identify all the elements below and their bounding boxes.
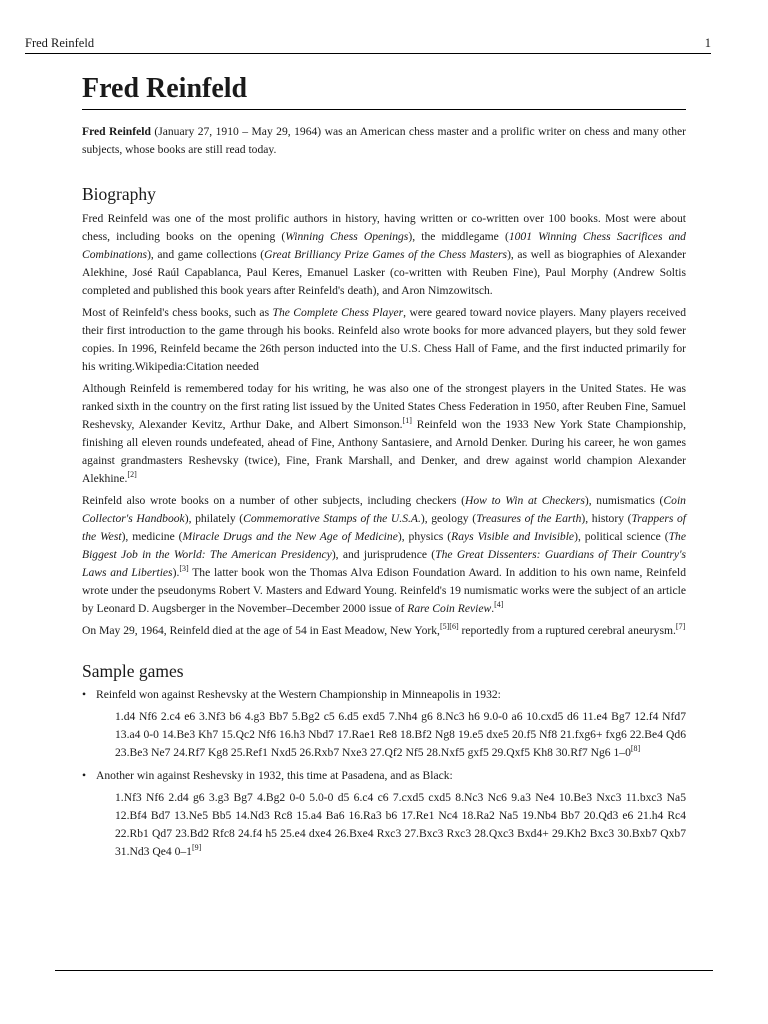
text: ), philately ( [184,512,244,525]
text: ), physics ( [397,530,452,543]
publication-title: Rare Coin Review [407,602,492,615]
citation-link[interactable]: [2] [127,470,137,479]
text: reportedly from a ruptured cerebral aneurysm. [458,624,676,637]
page-footer-rule [55,970,713,971]
citation-link[interactable]: [3] [179,564,189,573]
text: ), political science ( [574,530,669,543]
text: ), numismatics ( [584,494,664,507]
page-number: 1 [704,36,711,50]
text: . [491,602,495,615]
game-description: Reinfeld won against Reshevsky at the Western Championship in Minneapolis in 1932: [96,688,501,701]
biography-heading: Biography [82,184,156,204]
running-header [25,36,711,54]
biography-paragraph-3 [82,380,686,488]
text: ). [172,566,180,579]
text: ), history ( [581,512,632,525]
book-title: The Complete Chess Player [272,306,404,319]
lead-text: (January 27, 1910 – May 29, 1964) was an American chess master and a prolific writer on chess and many other subjects, whose books are still read today. [82,125,687,156]
book-title: Rays Visible and Invisible [451,530,575,543]
citation-link[interactable]: [9] [191,843,202,852]
book-title: The Great Dissenters: Guardians of Their Country's Laws and Liberties [82,548,686,579]
text: Although Reinfeld is remembered today for his writing, he was also one of the strongest players in the United States. He was ranked sixth in the country on the first rating list issued by the United States Chess Federation in 1950, after Reuben Fine, Samuel Reshevsky, Alexander Kevitz, Arthur Dake, and Albert Simonson. [82,382,686,431]
book-title: Coin Collector's Handbook [82,494,686,525]
book-title: Trappers of the West [82,512,687,543]
game-moves [115,789,686,861]
game-description: Another win against Reshevsky in 1932, this time at Pasadena, and as Black: [96,769,453,782]
text: Fred Reinfeld was one of the most prolific authors in history, having written or co-written over 100 books. Most were about chess, including books on the opening ( [82,212,686,243]
book-title: Great Brilliancy Prize Games of the Chess Masters [264,248,508,261]
book-title: How to Win at Checkers [464,494,585,507]
list-item [82,767,686,861]
book-title: Winning Chess Openings [285,230,409,243]
sample-games-list [82,686,686,861]
text: ), the middlegame ( [408,230,509,243]
lead-paragraph [82,123,686,159]
biography-paragraph-5 [82,622,686,640]
text: Reinfeld won the 1933 New York State Championship, finishing all eleven rounds undefeated, ahead of Fine, Anthony Santasiere, and Arnold Denker. During his career, he won games against grandmasters Reshevsky (twice), Fine, Frank Marshall, and Denker, and drew against world champion Alexander Alekhine. [82,418,686,485]
sample-games-heading: Sample games [82,661,184,681]
page-title: Fred Reinfeld [82,72,686,110]
article [82,72,686,861]
citation-link[interactable]: [1] [402,416,412,425]
text: , were geared toward novice players. Many players received their first introduction to the game through his books. Reinfeld also wrote books for more advanced players, but they sold fewer copies. In 1996, Reinfeld became the 26th person inducted into the U.S. Chess Hall of Fame, and the first inducted primarily for his writing.Wikipedia:Citation needed [82,306,686,373]
text: ), and jurisprudence ( [331,548,436,561]
bullet-icon: • [82,688,87,701]
text: ), as well as biographies of Alexander Alekhine, José Raúl Capablanca, Paul Keres, Emanuel Lasker (co-written with Reuben Fine), Paul Morphy (Andrew Soltis completed and published this book years after Reinfeld's death), and Aron Nimzowitsch. [82,248,686,297]
biography-paragraph-1 [82,210,686,300]
book-title: Commemorative Stamps of the U.S.A. [243,512,421,525]
game-moves [115,708,686,762]
citation-link[interactable]: [7] [675,622,686,631]
citation-link[interactable]: [8] [630,744,641,753]
moves-text: 1.Nf3 Nf6 2.d4 g6 3.g3 Bg7 4.Bg2 0-0 5.0-0 d5 6.c4 c6 7.cxd5 cxd5 8.Nc3 Nc6 9.a3 Ne4 10.Be3 Nxc3 11.bxc3 Na5 12.Bf4 Bd7 13.Ne5 Bb5 14.Nd3 Rc8 15.a4 Ba6 16.Ra3 b6 17.Re1 Nc4 18.Ra2 Na5 19.Nb4 Bb7 20.Qd3 e6 21.h4 Rc4 22.Rb1 Qd7 23.Bd2 Rfc8 24.f4 h5 25.e4 dxe4 26.Bxe4 Rxc3 27.Bxc3 Rxc3 28.Qxc3 Bxd4+ 29.Kh2 Bxc3 30.Bxb7 Qxb7 31.Nd3 Qe4 0–1 [115,791,686,858]
text: Reinfeld also wrote books on a number of other subjects, including checkers ( [82,494,465,507]
list-item [82,686,686,762]
biography-paragraph-4 [82,492,686,618]
running-header-title: Fred Reinfeld [25,36,95,50]
book-title: 1001 Winning Chess Sacrifices and Combinations [82,230,686,261]
text: On May 29, 1964, Reinfeld died at the age of 54 in East Meadow, New York, [82,624,440,637]
citation-link[interactable]: [4] [494,600,504,609]
text: ), and game collections ( [147,248,265,261]
bullet-icon: • [82,769,87,782]
text: The latter book won the Thomas Alva Edison Foundation Award. In addition to his own name, Reinfeld wrote under the pseudonyms Robert V. Masters and Edward Young. Reinfeld's 19 numismatic works were the subject of an article by Leonard D. Augsberger in the November–December 2000 issue of [82,566,686,615]
book-title: Miracle Drugs and the New Age of Medicine [182,530,398,543]
citation-link[interactable]: [5][6] [439,622,459,631]
moves-text: 1.d4 Nf6 2.c4 e6 3.Nf3 b6 4.g3 Bb7 5.Bg2 c5 6.d5 exd5 7.Nh4 g6 8.Nc3 h6 9.0-0 a6 10.cxd5 d6 11.e4 Bg7 12.f4 Nfd7 13.a4 0-0 14.Be3 Kh7 15.Qc2 Nf6 16.h3 Nbd7 17.Rae1 Re8 18.Bf2 Ng8 19.e5 dxe5 20.f5 Nf8 21.fxg6+ fxg6 22.Be4 Qd6 23.Be3 Ne7 24.Rf7 Kg8 25.Ref1 Nxd5 26.Rxb7 Nxe3 27.Qf2 Nf5 28.Nxf5 gxf5 29.Qxf5 Kh8 30.Rf7 Ng6 1–0 [115,710,686,759]
biography-paragraph-2 [82,304,686,376]
book-title: The Biggest Job in the World: The American Presidency [82,530,686,561]
text: ), medicine ( [121,530,183,543]
lead-name: Fred Reinfeld [82,125,151,138]
text: Most of Reinfeld's chess books, such as [82,306,273,319]
book-title: Treasures of the Earth [476,512,582,525]
text: ), geology ( [420,512,477,525]
